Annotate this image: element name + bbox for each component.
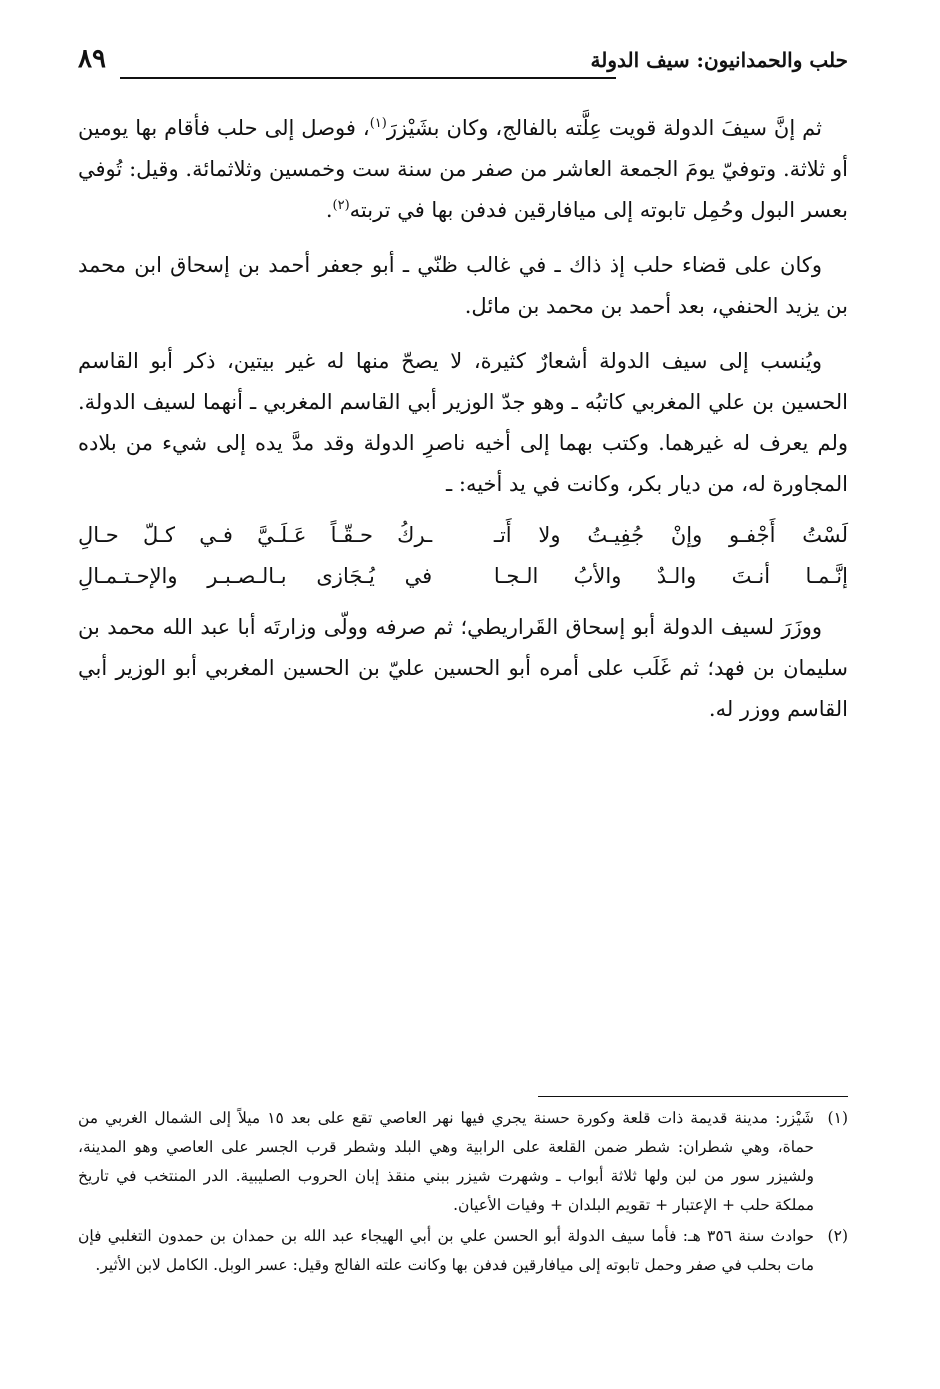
footnote-1 xyxy=(78,1104,848,1220)
paragraph-3: ويُنسب إلى سيف الدولة أشعارٌ كثيرة، لا يصحّ منها له غير بيتين، ذكر أبو القاسم الحسين بن علي المغربي كاتبُه ـ وهو جدّ الوزير أبي القاسم المغربي ـ أنهما لسيف الدولة. ولم يعرف له غيرهما. وكتب بهما إلى أخيه ناصرِ الدولة وقد مدَّ يده إلى شيء من بلاده المجاورة له، من ديار بكر، وكانت في يد أخيه: ـ xyxy=(78,349,848,496)
footnote-text: حوادث سنة ٣٥٦ هـ: فأما سيف الدولة أبو الحسن علي بن أبي الهيجاء عبد الله بن حمدان بن حمدون التغلبي فإن مات بحلب في صفر وحمل تابوته إلى ميافارقين فدفن بها وكانت علته الفالج وقيل: عسر الوبل. الكامل لابن الأثير. xyxy=(78,1227,814,1274)
paragraph-1 xyxy=(78,108,848,231)
poem xyxy=(78,515,848,597)
poem-second-hemistich: في يُـجَازى بـالـصـبـر والإحـتـمـالِ xyxy=(78,564,433,588)
footnote-2 xyxy=(78,1222,848,1280)
paragraph-text: ، فوصل إلى حلب فأقام بها يومين أو ثلاثة. وتوفيّ يومَ الجمعة العاشر من صفر من سنة ست وخمسين وثلاثمائة. وقيل: تُوفي بعسر البول وحُمِل تابوته إلى ميافارقين فدفن بها في تربته xyxy=(78,116,848,222)
header-rule xyxy=(120,77,616,79)
poem-second-hemistich: ـركُ حـقّـاً عَـلَـيَّ فـي كـلّ حـالِ xyxy=(78,523,433,547)
footnote-number: (٢) xyxy=(827,1227,848,1245)
chapter-title: حلب والحمدانيون: سيف الدولة xyxy=(590,48,848,72)
paragraph-end: . xyxy=(325,198,333,222)
poem-verse xyxy=(78,556,848,597)
poem-first-hemistich: لَسْتُ أَجْفـو وإنْ جُفِيـتُ ولا أَتـ xyxy=(493,523,848,547)
paragraph-text: ثم إنَّ سيفَ الدولة قويت عِلَّته بالفالج، وكان بشَيْزرَ xyxy=(386,116,822,140)
page-number: ٨٩ xyxy=(78,44,106,74)
paragraph-4: ووزَرَ لسيف الدولة أبو إسحاق القَراريطي؛ ثم صرفه وولّى وزارتَه أبا عبد الله محمد بن سليمان بن فهد؛ ثم غَلَب على أمره أبو الحسين عليّ بن الحسين المغربي أبو الوزير أبي القاسم ووزر له. xyxy=(78,615,848,721)
footnote-number: (١) xyxy=(827,1109,848,1127)
footnote-text: شَيْزر: مدينة قديمة ذات قلعة وكورة حسنة يجري فيها نهر العاصي تقع على بعد ١٥ ميلاً إلى الشمال الغربي من حماة، وهي شطران: شطر ضمن القلعة على الرابية وهي البلد وشطر قرب الجسر على العاصي وهو المدينة، ولشيزر سور من لبن ولها ثلاثة أبواب ـ وشهرت شيزر ببني منقذ إبان الحروب الصليبية. الدر المنتخب في تاريخ مملكة حلب + الإعتبار + تقويم البلدان + وفيات الأعيان. xyxy=(78,1109,814,1214)
footnote-ref-1: (١) xyxy=(369,116,387,131)
footnotes xyxy=(78,1104,848,1282)
footnote-ref-2: (٢) xyxy=(332,198,350,213)
paragraph-2: وكان على قضاء حلب إذ ذاك ـ في غالب ظنّي ـ أبو جعفر أحمد بن إسحاق ابن محمد بن يزيد الحنفي، بعد أحمد بن محمد بن مائل. xyxy=(78,253,848,318)
footnote-separator xyxy=(538,1096,848,1097)
poem-verse xyxy=(78,515,848,556)
poem-first-hemistich: إنَّـمـا أنـتَ والـدٌ والأبُ الـجـا xyxy=(493,564,848,588)
main-text xyxy=(78,108,848,744)
running-header xyxy=(78,44,848,88)
